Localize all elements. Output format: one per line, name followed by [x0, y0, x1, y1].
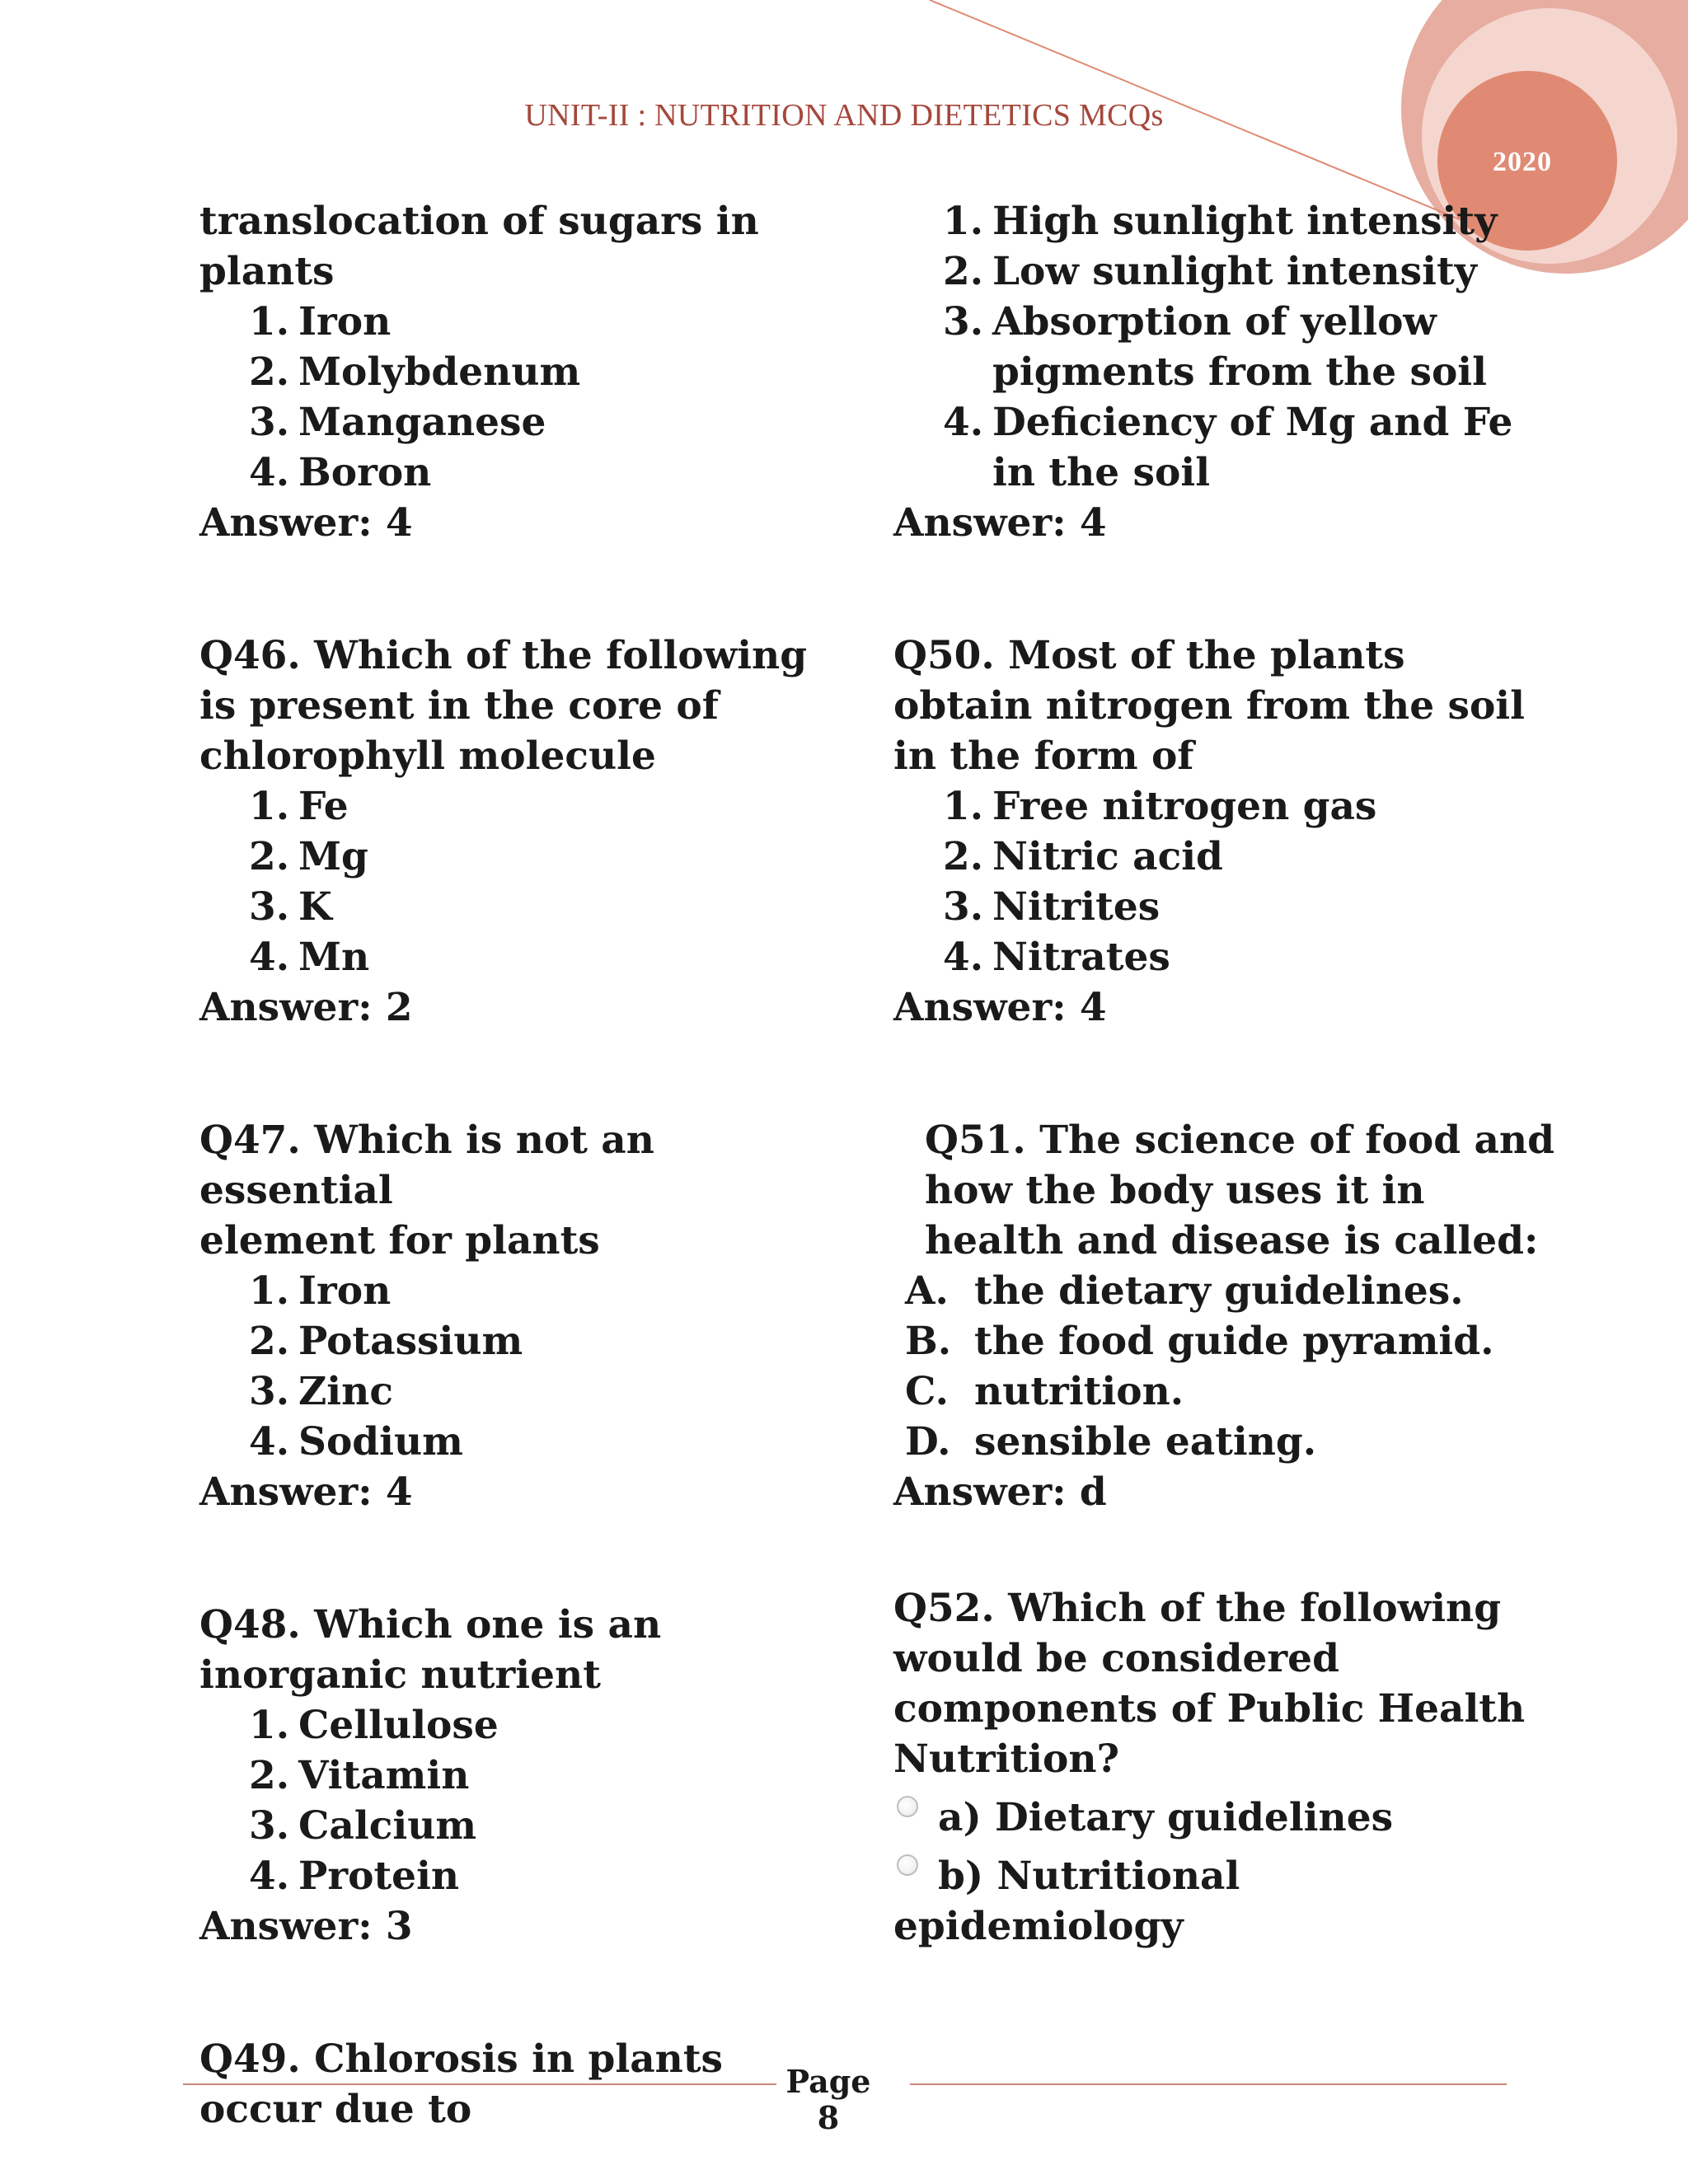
question-52 [893, 1583, 1619, 1952]
question-text: plants [199, 249, 335, 294]
option-item: 2. Vitamin [249, 1753, 470, 1798]
option-list [199, 297, 826, 498]
question-45-continued [199, 196, 826, 548]
option-item: 3. Zinc [249, 1369, 393, 1414]
question-text: occur due to [199, 2087, 472, 2132]
option-list [893, 196, 1619, 498]
question-text: Nutrition? [893, 1736, 1120, 1782]
option-item: 4. Boron [249, 450, 432, 495]
answer-line: Answer: 3 [199, 1904, 413, 1949]
radio-option[interactable] [893, 1793, 1619, 1843]
option-item: 4. Mn [249, 935, 370, 980]
question-text: Q50. Most of the plants [893, 633, 1405, 678]
option-item: 1. Fe [249, 784, 349, 829]
option-item: 3. Calcium [249, 1803, 477, 1849]
question-text: Q51. The science of food and [925, 1118, 1554, 1163]
page-number: Page 8 [785, 2063, 871, 2136]
question-text: inorganic nutrient [199, 1652, 601, 1698]
option-item: B. the food guide pyramid. [905, 1319, 1494, 1364]
question-text: Q49. Chlorosis in plants [199, 2036, 724, 2082]
option-list [199, 1266, 826, 1467]
option-item: A. the dietary guidelines. [905, 1268, 1464, 1314]
radio-option[interactable] [893, 1851, 1619, 1901]
option-list [893, 1266, 1619, 1467]
answer-line: Answer: 4 [893, 985, 1107, 1030]
radio-button[interactable] [897, 1854, 918, 1876]
question-text: Q48. Which one is an [199, 1602, 662, 1647]
option-list [893, 781, 1619, 982]
question-text: health and disease is called: [925, 1218, 1539, 1263]
option-item: 2. Molybdenum [249, 349, 581, 395]
question-text: chlorophyll molecule [199, 733, 656, 779]
option-item: C. nutrition. [905, 1369, 1184, 1414]
option-item: 1. Free nitrogen gas [943, 784, 1377, 829]
question-text: Q46. Which of the following [199, 633, 808, 678]
left-column [199, 196, 826, 2135]
answer-line: Answer: d [893, 1469, 1107, 1515]
question-text: components of Public Health [893, 1686, 1526, 1732]
answer-line: Answer: 2 [199, 985, 413, 1030]
footer-rule-right [910, 2083, 1507, 2085]
option-item: 3. Nitrites [943, 884, 1160, 930]
question-48 [199, 1600, 826, 1952]
option-item: 1. High sunlight intensity [943, 199, 1498, 244]
right-column [893, 196, 1619, 1952]
option-item: 2. Low sunlight intensity [943, 249, 1477, 294]
question-text: in the form of [893, 733, 1194, 779]
option-item: 4. Deficiency of Mg and Fe in the soil [943, 400, 1513, 495]
radio-label: a) Dietary guidelines [938, 1795, 1394, 1840]
document-header: UNIT-II : NUTRITION AND DIETETICS MCQs [524, 98, 1164, 133]
option-list [199, 1700, 826, 1901]
answer-line: Answer: 4 [893, 500, 1107, 546]
option-item: D. sensible eating. [905, 1419, 1317, 1465]
question-text: obtain nitrogen from the soil [893, 683, 1525, 729]
question-49-options [893, 196, 1619, 548]
option-item: 2. Nitric acid [943, 834, 1223, 879]
option-item: 2. Mg [249, 834, 368, 879]
question-text: Q52. Which of the following [893, 1586, 1502, 1631]
option-item: 3. Absorption of yellow pigments from the soil [943, 299, 1488, 395]
answer-line: Answer: 4 [199, 500, 413, 546]
radio-label-continuation: epidemiology [893, 1904, 1184, 1949]
footer-rule-left [183, 2083, 776, 2085]
option-item: 3. K [249, 884, 332, 930]
question-text: element for plants [199, 1218, 600, 1263]
question-text: translocation of sugars in [199, 199, 759, 244]
year-badge: 2020 [1493, 147, 1552, 177]
radio-label: b) Nutritional [938, 1854, 1240, 1899]
question-50 [893, 630, 1619, 1033]
option-item: 4. Protein [249, 1854, 460, 1899]
option-list [199, 781, 826, 982]
answer-line: Answer: 4 [199, 1469, 413, 1515]
question-text: how the body uses it in [925, 1168, 1425, 1213]
question-51 [893, 1115, 1619, 1517]
question-46 [199, 630, 826, 1033]
option-item: 1. Iron [249, 1268, 392, 1314]
radio-button[interactable] [897, 1796, 918, 1817]
question-text: Q47. Which is not an essential [199, 1118, 654, 1213]
option-item: 2. Potassium [249, 1319, 523, 1364]
question-text: is present in the core of [199, 683, 719, 729]
option-item: 1. Cellulose [249, 1703, 499, 1748]
question-text: would be considered [893, 1636, 1339, 1681]
option-item: 4. Nitrates [943, 935, 1170, 980]
option-item: 4. Sodium [249, 1419, 463, 1465]
option-item: 3. Manganese [249, 400, 546, 445]
question-47 [199, 1115, 826, 1517]
option-item: 1. Iron [249, 299, 392, 344]
